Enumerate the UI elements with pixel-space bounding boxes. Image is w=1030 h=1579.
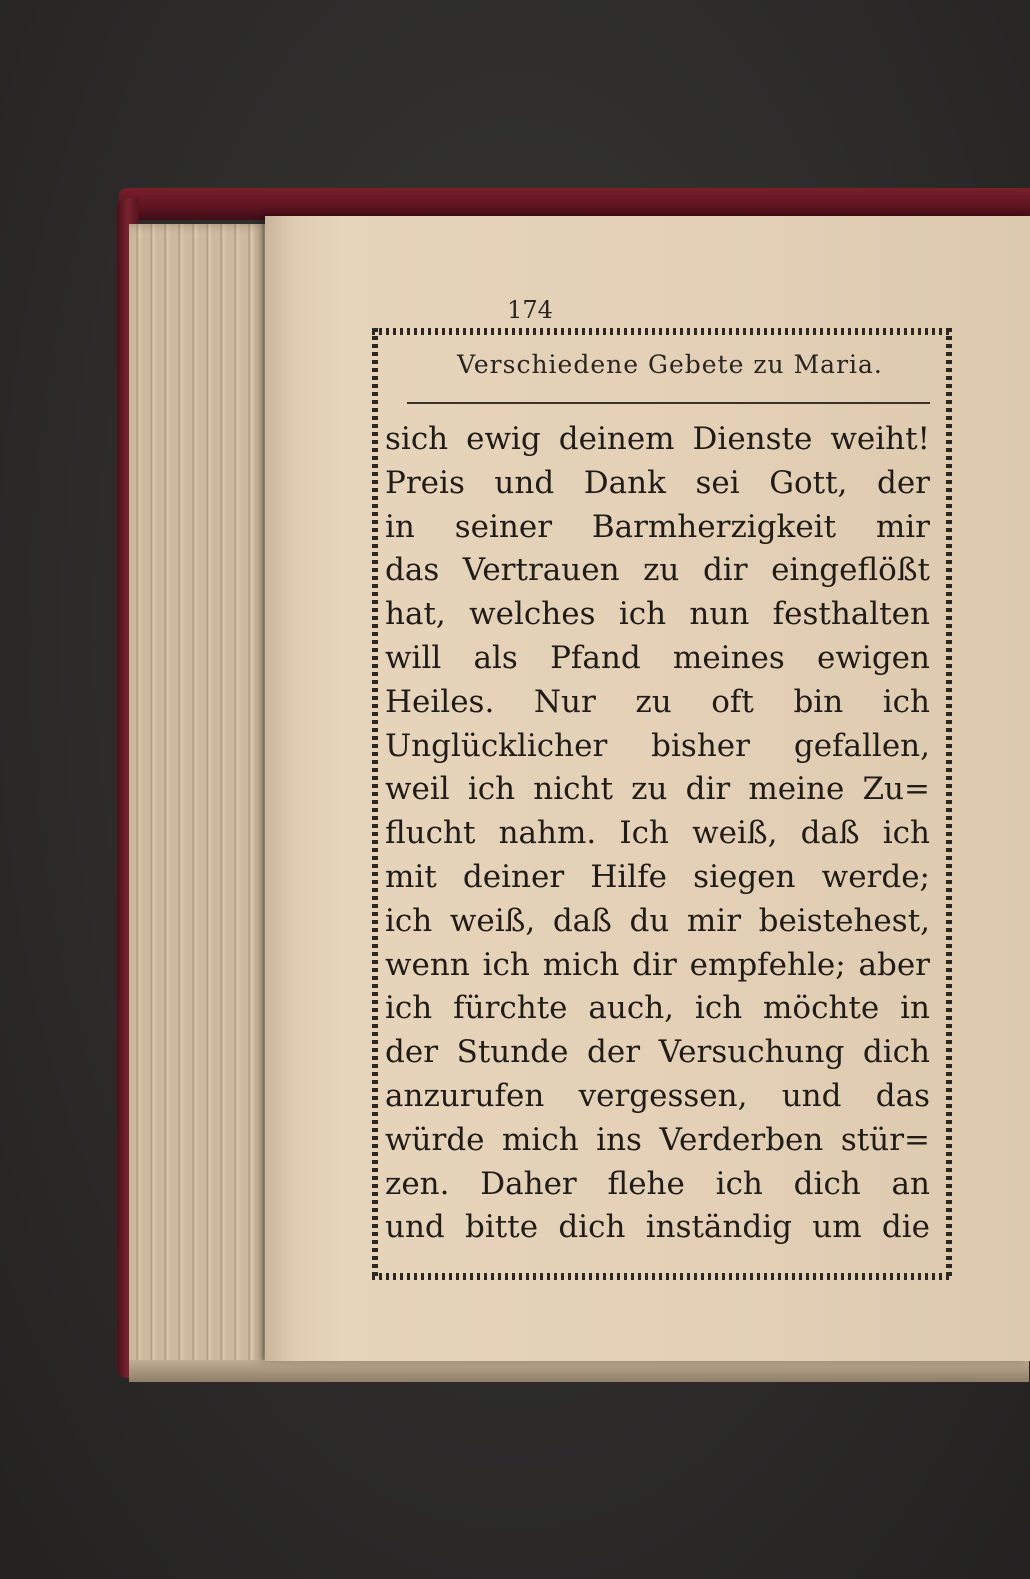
- body-text: [385, 418, 930, 1250]
- text-line: hat, welches ich nun festhalten: [385, 596, 930, 633]
- text-line: und bitte dich inständig um die: [385, 1209, 930, 1246]
- frame-right-border: [946, 328, 952, 1280]
- text-line: flucht nahm. Ich weiß, daß ich: [385, 815, 930, 852]
- text-line: Heiles. Nur zu oft bin ich: [385, 683, 930, 720]
- header-rule: [407, 402, 930, 404]
- frame-bottom-border: [372, 1273, 952, 1280]
- text-line: Unglücklicher bisher gefallen,: [385, 727, 930, 764]
- frame-top-border: [372, 328, 952, 335]
- text-line: will als Pfand meines ewigen: [385, 639, 930, 676]
- page-stack-edge: [129, 224, 269, 1374]
- text-line: das Vertrauen zu dir eingeflößt: [385, 552, 930, 589]
- text-line: weil ich nicht zu dir meine Zu=: [385, 771, 930, 808]
- page-number: 174: [507, 296, 553, 324]
- text-line: wenn ich mich dir empfehle; aber: [385, 946, 930, 983]
- text-line: anzurufen vergessen, und das: [385, 1077, 930, 1114]
- page-stack-bottom-edge: [129, 1360, 1029, 1382]
- text-line: sich ewig deinem Dienste weiht!: [385, 421, 930, 457]
- text-line: würde mich ins Verderben stür=: [385, 1121, 930, 1158]
- text-line: in seiner Barmherzigkeit mir: [385, 508, 930, 545]
- frame-left-border: [372, 328, 378, 1280]
- text-line: zen. Daher flehe ich dich an: [385, 1165, 930, 1202]
- text-line: ich fürchte auch, ich möchte in: [385, 990, 930, 1027]
- running-head: Verschiedene Gebete zu Maria.: [457, 350, 883, 379]
- text-line: Preis und Dank sei Gott, der: [385, 464, 930, 501]
- text-line: ich weiß, daß du mir beistehest,: [385, 902, 930, 939]
- text-line: der Stunde der Versuchung dich: [385, 1034, 930, 1071]
- text-line: mit deiner Hilfe siegen werde;: [385, 858, 930, 895]
